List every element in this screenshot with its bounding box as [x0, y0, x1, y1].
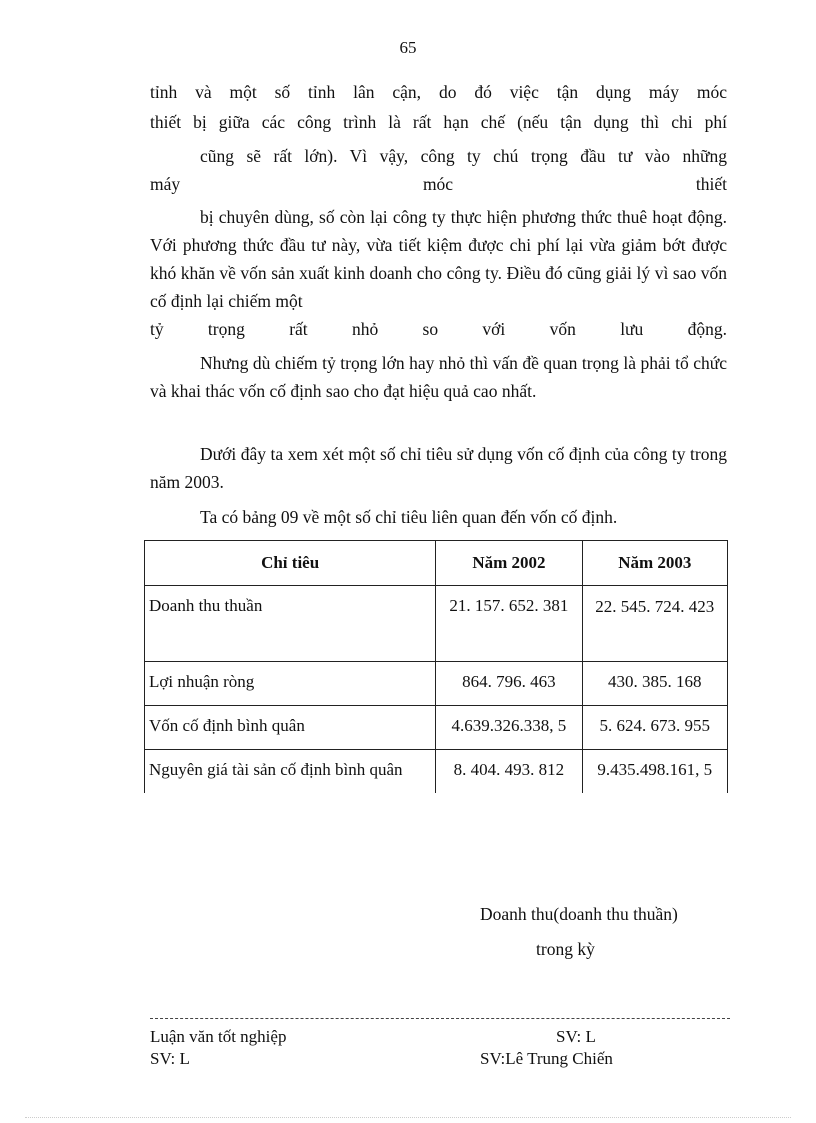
paragraph-line: tỉnh và một số tỉnh lân cận, do đó việc tận dụng máy móc [150, 82, 727, 102]
table-cell: 21. 157. 652. 381 [436, 586, 582, 662]
paragraph-line: cũng sẽ rất lớn). Vì vậy, công ty chú trọng đầu tư vào những [200, 146, 727, 166]
table-row [145, 586, 728, 662]
table-header-cell: Năm 2003 [582, 541, 727, 586]
table-cell: Vốn cố định bình quân [145, 706, 436, 750]
paragraph: Dưới đây ta xem xét một số chỉ tiêu sử dụng vốn cố định của công ty trong năm 2003. [150, 444, 727, 492]
paragraph-line: thiết bị giữa các công trình là rất hạn chế (nếu tận dụng thì chi phí [150, 112, 727, 132]
formula-numerator: Doanh thu(doanh thu thuần) [480, 904, 678, 924]
table-cell: 864. 796. 463 [436, 662, 582, 706]
footer-divider [150, 1018, 730, 1019]
table-row [145, 662, 728, 706]
table-header-row [145, 541, 728, 586]
data-table [144, 540, 728, 793]
footer-author: SV:Lê Trung Chiến [480, 1049, 613, 1068]
table-cell: 5. 624. 673. 955 [582, 706, 727, 750]
table-cell: Lợi nhuận ròng [145, 662, 436, 706]
table-header-cell: Chỉ tiêu [145, 541, 436, 586]
table-cell: 4.639.326.338, 5 [436, 706, 582, 750]
paragraph: Nhưng dù chiếm tỷ trọng lớn hay nhỏ thì vấn đề quan trọng là phải tổ chức và khai thác vốn cố định sao cho đạt hiệu quả cao nhất. [150, 353, 727, 401]
footer-left: Luận văn tốt nghiệp [150, 1027, 287, 1046]
table-cell: 9.435.498.161, 5 [582, 750, 727, 794]
table-caption: Ta có bảng 09 về một số chỉ tiêu liên quan đến vốn cố định. [200, 507, 618, 527]
paragraph: bị chuyên dùng, số còn lại công ty thực hiện phương thức thuê hoạt động. Với phương thức đầu tư này, vừa tiết kiệm được chi phí lại vừa giảm bớt được khó khăn về vốn sản xuất kinh doanh cho công ty. Điều đó cũng giải lý vì sao vốn cố định lại chiếm một [150, 207, 727, 311]
table-row [145, 706, 728, 750]
page-edge [25, 1117, 791, 1118]
table-cell: Nguyên giá tài sản cố định bình quân [145, 750, 436, 794]
paragraph-line: tỷ trọng rất nhỏ so với vốn lưu động. [150, 319, 727, 339]
table-header-cell: Năm 2002 [436, 541, 582, 586]
table-row [145, 750, 728, 794]
page-number: 65 [399, 38, 417, 57]
formula-subtext: trong kỳ [536, 939, 595, 959]
table-cell: 8. 404. 493. 812 [436, 750, 582, 794]
table-cell: Doanh thu thuần [145, 586, 436, 662]
table-cell: 430. 385. 168 [582, 662, 727, 706]
table-cell: 22. 545. 724. 423 [582, 586, 727, 662]
footer-right: SV: L [556, 1027, 596, 1046]
paragraph-line: máy móc thiết [150, 174, 727, 194]
footer-left: SV: L [150, 1049, 190, 1068]
